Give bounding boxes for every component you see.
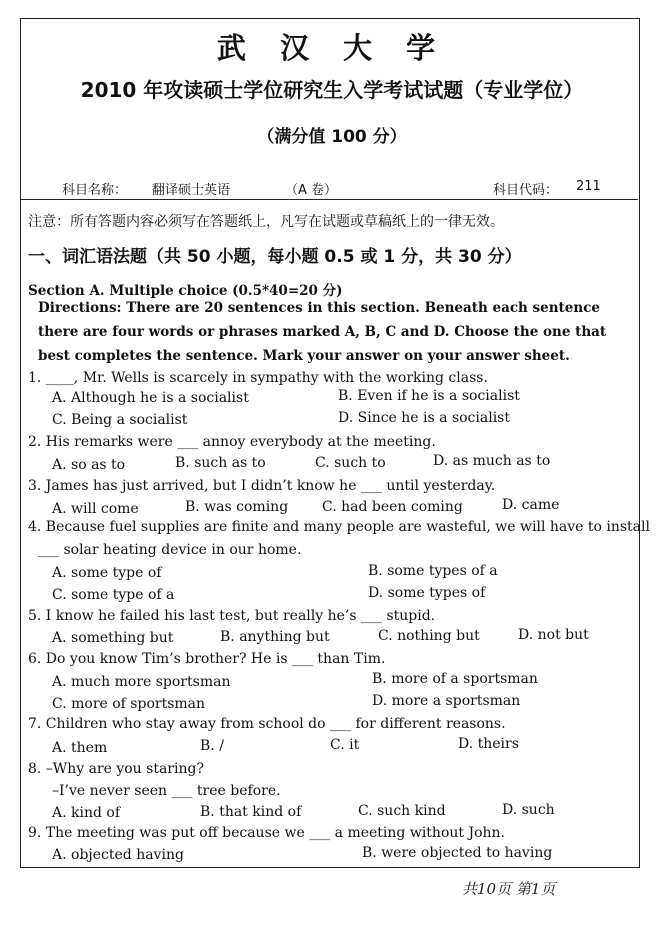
question-5-stem: 5. I know he failed his last test, but really he’s ___ stupid. [28,608,436,624]
question-8-option-b: B. that kind of [200,804,302,820]
question-6-option-c: C. more of sportsman [52,696,206,712]
paper-version: （A 卷） [285,183,338,198]
question-4-stem-continued: ___ solar heating device in our home. [38,542,302,558]
question-4-option-b: B. some types of a [368,563,498,579]
question-2-stem: 2. His remarks were ___ annoy everybody at the meeting. [28,434,436,450]
subject-code: 211 [576,179,601,194]
question-1-option-c: C. Being a socialist [52,412,188,428]
question-7-option-a: A. them [52,740,108,756]
question-8-stem: 8. –Why are you staring? [28,761,204,777]
question-5-option-b: B. anything but [220,629,330,645]
question-3-option-d: D. came [502,497,560,513]
question-1-option-b: B. Even if he is a socialist [338,388,520,404]
question-5-option-d: D. not but [518,627,589,643]
question-4-stem: 4. Because fuel supplies are finite and many people are wasteful, we will have to install [28,519,650,535]
question-2-option-c: C. such to [315,455,386,471]
question-1-option-d: D. Since he is a socialist [338,410,510,426]
question-6-option-b: B. more of a sportsman [372,671,538,687]
part-title: 一、词汇语法题（共 50 小题，每小题 0.5 或 1 分，共 30 分） [28,247,522,267]
question-3-option-c: C. had been coming [322,499,463,515]
handwritten-page-note: 共10页 第1页 [462,880,556,898]
question-4-option-a: A. some type of [52,565,162,581]
question-8-stem-continued: –I’ve never seen ___ tree before. [52,783,281,799]
question-1-stem: 1. ____, Mr. Wells is scarcely in sympathy with the working class. [28,370,488,386]
question-4-option-c: C. some type of a [52,587,175,603]
question-6-option-d: D. more a sportsman [372,693,521,709]
question-7-option-c: C. it [330,737,360,753]
question-9-option-a: A. objected having [52,847,184,863]
school-title: 武 汉 大 学 [216,31,448,65]
question-1-option-a: A. Although he is a socialist [52,390,249,406]
notice-text: 注意：所有答题内容必须写在答题纸上，凡写在试题或草稿纸上的一律无效。 [28,214,504,230]
subject-name: 翻译硕士英语 [152,183,231,198]
question-7-option-d: D. theirs [458,736,519,752]
exam-title: 2010 年攻读硕士学位研究生入学考试试题（专业学位） [80,78,584,102]
question-9-stem: 9. The meeting was put off because we ___ a meeting without John. [28,825,505,841]
question-3-option-b: B. was coming [185,499,289,515]
question-8-option-d: D. such [502,802,555,818]
question-8-option-a: A. kind of [52,805,121,821]
question-9-option-b: B. were objected to having [362,845,553,861]
subject-code-label: 科目代码： [493,183,559,198]
full-score: （满分值 100 分） [257,127,407,147]
question-4-option-d: D. some types of [368,585,486,601]
directions: Directions: There are 20 sentences in this section. Beneath each sentence there are four words or phrases marked A, B, C and D. Choose the one that best completes the sentence. Mark your answer on your answer sheet. [38,300,607,364]
question-7-stem: 7. Children who stay away from school do ___ for different reasons. [28,716,506,732]
question-3-stem: 3. James has just arrived, but I didn’t know he ___ until yesterday. [28,478,496,494]
question-2-option-d: D. as much as to [433,453,551,469]
section-title: Section A. Multiple choice (0.5*40=20 分) [28,283,343,299]
question-6-option-a: A. much more sportsman [52,674,231,690]
header-divider [21,199,638,200]
question-8-option-c: C. such kind [358,803,446,819]
question-6-stem: 6. Do you know Tim’s brother? He is ___ than Tim. [28,651,386,667]
question-3-option-a: A. will come [52,501,139,517]
question-5-option-a: A. something but [52,630,174,646]
question-2-option-a: A. so as to [52,457,126,473]
subject-name-label: 科目名称： [62,183,128,198]
question-2-option-b: B. such as to [175,455,266,471]
question-7-option-b: B. / [200,738,224,754]
question-5-option-c: C. nothing but [378,628,480,644]
